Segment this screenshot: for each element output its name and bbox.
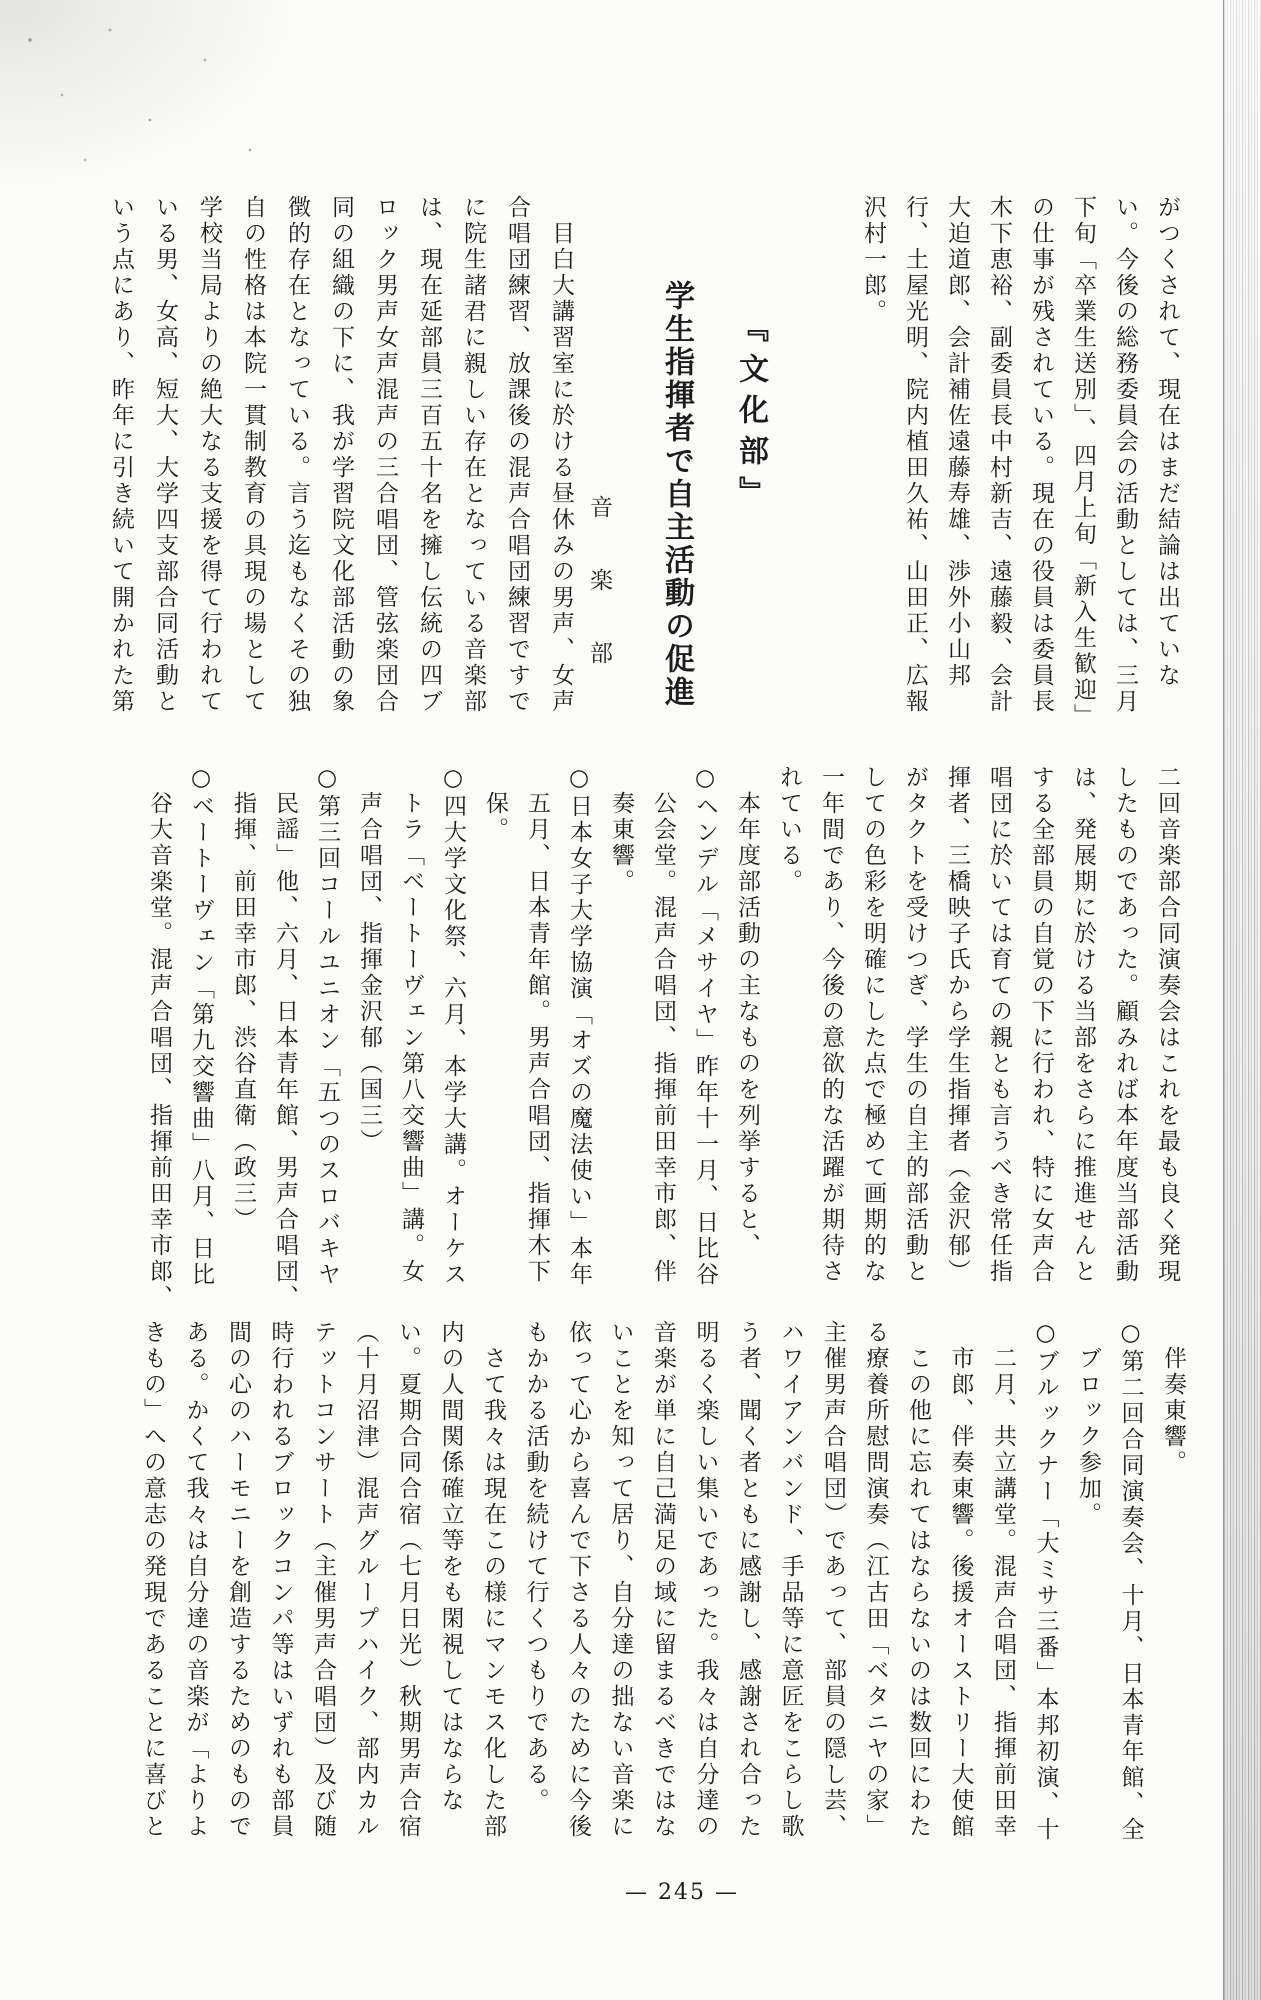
article-bottom-line: きもの」への意志の発現であることに喜びと — [140, 1320, 166, 1840]
page-number: — 245 — — [625, 1880, 739, 1905]
article-middle-line: 奏東響。 — [608, 791, 634, 895]
article-middle-line: ○ベートーヴェン「第九交響曲」八月、日比 — [188, 765, 214, 1288]
article-top-line: いる男、女高、短大、大学四支部合同活動と — [152, 195, 178, 715]
previous-article-line: 木下恵裕、副委員長中村新吉、遠藤毅、会計 — [986, 195, 1012, 715]
article-middle-line: 五月、日本青年館。男声合唱団、指揮木下 — [524, 791, 550, 1285]
article-bottom-line: 時行われるブロックコンパ等はいずれも部員 — [267, 1320, 294, 1840]
article-top-line: ロック男声女声混声の三合唱団、管弦楽団合 — [372, 195, 398, 715]
article-middle-line: は、発展期に於ける当部をさらに推進せんと — [1070, 765, 1096, 1285]
article-top-line: 学校当局よりの絶大なる支援を得て行われて — [196, 195, 222, 715]
article-middle-line: 保。 — [482, 791, 508, 843]
section-title: 『文化部』 — [733, 312, 768, 517]
article-bottom-line: 依って心から喜んで下さる人々のために今後 — [565, 1320, 591, 1840]
previous-article-line: い。今後の総務委員会の活動としては、三月 — [1112, 195, 1138, 715]
scan-noise — [0, 0, 300, 190]
article-top-line: 同の組織の下に、我が学習院文化部活動の象 — [328, 195, 354, 715]
article-bottom-line: 二月、共立講堂。混声合唱団、指揮前田幸 — [990, 1346, 1016, 1840]
previous-article-line: 下旬「卒業生送別」、四月上旬「新入生歓迎」 — [1070, 195, 1096, 730]
article-bottom-line: る療養所慰問演奏（江古田「ベタニヤの家」 — [862, 1320, 889, 1840]
article-middle-line: したものであった。顧みれば本年度当部活動 — [1112, 765, 1138, 1285]
article-bottom-line: もかかる活動を続けて行くつもりである。 — [522, 1320, 549, 1814]
article-bottom-line: ○ブルックナー「大ミサ三番」本邦初演、十 — [1032, 1320, 1059, 1843]
article-middle-line: 本年度部活動の主なものを列挙すると、 — [734, 791, 760, 1259]
article-middle-line: しての色彩を明確にした点で極めて画期的な — [860, 765, 886, 1285]
article-top-line: は、現在延部員三百五十名を擁し伝統の四ブ — [416, 195, 442, 715]
previous-article-line: がつくされて、現在はまだ結論は出ていな — [1154, 195, 1180, 689]
article-bottom-line: ある。かくて我々は自分達の音楽が「よりよ — [182, 1320, 209, 1840]
previous-article-line: 沢村一郎。 — [860, 195, 886, 325]
article-headline: 学生指揮者で自主活動の促進 — [659, 280, 694, 709]
article-bottom-line: ハワイアンバンド、手品等に意匠をこらし歌 — [777, 1320, 804, 1840]
article-middle-line: 公会堂。混声合唱団、指揮前田幸市郎、伴 — [650, 791, 676, 1285]
article-bottom-line: ○第二回合同演奏会、十月、日本青年館、全 — [1117, 1320, 1144, 1843]
article-middle-line: する全部員の自覚の下に行われ、特に女声合 — [1028, 765, 1054, 1285]
article-bottom-line: 音楽が単に自己満足の域に留まるべきではな — [650, 1320, 676, 1840]
article-middle-line: 指揮、前田幸市郎、渋谷直衛（政三） — [230, 791, 256, 1233]
page-edge — [1223, 0, 1261, 2000]
article-bottom-line: （十月沼津）混声グループハイク、部内カル — [352, 1320, 379, 1840]
article-middle-line: トラ「ベートーヴェン第八交響曲」講。女 — [398, 791, 424, 1285]
article-middle-line: がタクトを受けつぎ、学生の自主的部活動と — [902, 765, 928, 1285]
article-byline: 音楽部 — [586, 495, 612, 714]
article-bottom-line: い。夏期合同合宿（七月日光）秋期男声合宿 — [395, 1320, 421, 1840]
previous-article-line: の仕事が残されている。現在の役員は委員長 — [1028, 195, 1054, 715]
article-top-line: いう点にあり、昨年に引き続いて開かれた第 — [108, 195, 134, 715]
article-bottom-line: 間の心のハーモニーを創造するためのもので — [225, 1320, 251, 1840]
article-bottom-line: この他に忘れてはならないのは数回にわた — [905, 1346, 931, 1840]
article-bottom-line: さて我々は現在この様にマンモス化した部 — [480, 1346, 506, 1840]
article-bottom-line: 主催男声合唱団）であって、部員の隠し芸、 — [820, 1320, 846, 1840]
article-bottom-line: う者、聞く者ともに感謝し、感謝され合った — [735, 1320, 761, 1840]
article-middle-line: ○第三回コールユニオン「五つのスロバキヤ — [314, 765, 340, 1288]
article-middle-line: 民謡」他、六月、日本青年館、男声合唱団、 — [272, 791, 298, 1311]
article-top-line: 自の性格は本院一貫制教育の具現の場として — [240, 195, 266, 715]
article-middle-line: 揮者、三橋映子氏から学生指揮者（金沢郁） — [944, 765, 970, 1285]
article-bottom-line: いことを知って居り、自分達の拙ない音楽に — [607, 1320, 634, 1840]
article-top-line: 徴的存在となっている。言う迄もなくその独 — [284, 195, 310, 715]
article-middle-line: 声合唱団、指揮金沢郁（国三） — [356, 791, 382, 1155]
article-middle-line: れている。 — [776, 765, 802, 895]
article-middle-line: 唱団に於いては育ての親とも言うべき常任指 — [986, 765, 1012, 1285]
article-bottom-line: 内の人間関係確立等をも閑視してはならな — [437, 1320, 464, 1814]
article-bottom-line: 伴奏東響。 — [1160, 1346, 1186, 1476]
article-middle-line: 二回音楽部合同演奏会はこれを最も良く発現 — [1154, 765, 1180, 1285]
previous-article-line: 大迫道郎、会計補佐遠藤寿雄、渉外小山邦 — [944, 195, 970, 689]
article-middle-line: 一年間であり、今後の意欲的な活躍が期待さ — [818, 765, 844, 1285]
article-bottom-line: ブロック参加。 — [1075, 1346, 1101, 1528]
article-bottom-line: テットコンサート（主催男声合唱団）及び随 — [310, 1320, 336, 1840]
article-bottom-line: 明るく楽しい集いであった。我々は自分達の — [692, 1320, 719, 1840]
article-bottom-line: 市郎、伴奏東響。後援オーストリー大使館 — [947, 1346, 974, 1840]
article-middle-line: ○日本女子大学協演「オズの魔法使い」本年 — [566, 765, 592, 1288]
previous-article-line: 行、土屋光明、院内植田久祐、山田正、広報 — [902, 195, 928, 715]
article-middle-line: ○ヘンデル「メサイヤ」昨年十一月、日比谷 — [692, 765, 718, 1288]
article-middle-line: ○四大学文化祭、六月、本学大講。オーケス — [440, 765, 466, 1288]
article-top-line: 目白大講習室に於ける昼休みの男声、女声 — [548, 221, 574, 715]
article-middle-line: 谷大音楽堂。混声合唱団、指揮前田幸市郎、 — [146, 791, 172, 1311]
article-top-line: に院生諸君に親しい存在となっている音楽部 — [460, 195, 486, 715]
article-top-line: 合唱団練習、放課後の混声合唱団練習ですで — [504, 195, 530, 715]
